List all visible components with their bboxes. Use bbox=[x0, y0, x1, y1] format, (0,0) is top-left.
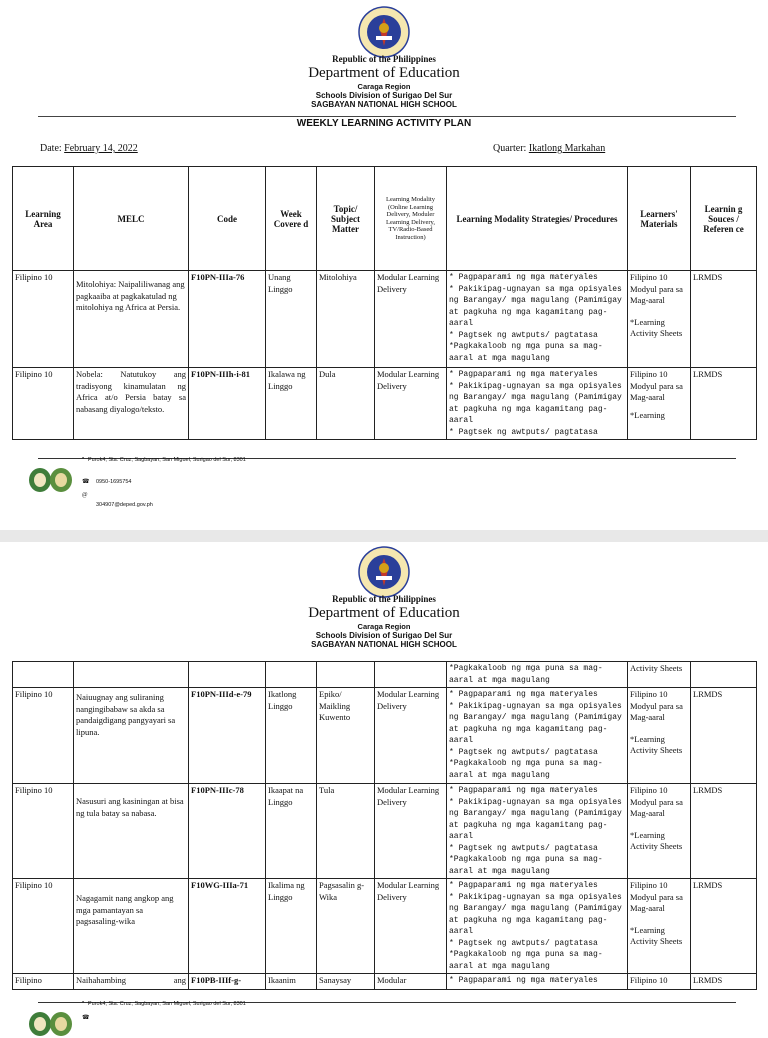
activity-plan-table bbox=[12, 166, 757, 440]
republic-line: Republic of the Philippines bbox=[332, 54, 436, 64]
col-header-topic: Topic/ Subject Matter bbox=[317, 167, 375, 271]
strategy-item: *Pagkakaloob ng mga puna sa mag-aaral at mga magulang bbox=[449, 950, 603, 971]
cell-strategies bbox=[447, 271, 628, 368]
cell-topic bbox=[317, 662, 375, 688]
strategy-item: * Pakikipag-ugnayan sa mga opisyales ng Barangay/ mga magulang (Pamimigay at pagkuha ng mga kagamitang pag-aaral bbox=[449, 892, 622, 936]
strategy-item: * Pakikipag-ugnayan sa mga opisyales ng Barangay/ mga magulang (Pamimigay at pagkuha ng mga kagamitang pag-aaral bbox=[449, 797, 622, 841]
strategy-item: * Pagpaparami ng mga materyales bbox=[449, 273, 598, 282]
quarter-field bbox=[493, 143, 605, 154]
table-row bbox=[13, 271, 757, 368]
strategy-item: * Pagtsek ng awtputs/ pagtatasa bbox=[449, 843, 598, 853]
cell-topic: Sanaysay bbox=[317, 974, 375, 990]
activity-plan-table-continued bbox=[12, 661, 757, 990]
cell-source bbox=[691, 662, 757, 688]
table-row bbox=[13, 368, 757, 440]
cell-modality: Modular Learning Delivery bbox=[375, 368, 447, 440]
cell-materials bbox=[628, 784, 691, 879]
cell-materials: Filipino 10 bbox=[628, 974, 691, 990]
school-logos-icon bbox=[28, 466, 74, 494]
cell-modality: Modular Learning Delivery bbox=[375, 784, 447, 879]
col-header-melc: MELC bbox=[74, 167, 189, 271]
cell-area: Filipino 10 bbox=[13, 784, 74, 879]
department-title: Department of Education bbox=[308, 605, 460, 621]
table-header-row bbox=[13, 167, 757, 271]
cell-modality: Modular Learning Delivery bbox=[375, 879, 447, 974]
materials-item: Filipino 10 Modyul para sa Mag-aaral bbox=[630, 785, 683, 818]
cell-materials bbox=[628, 879, 691, 974]
table-row bbox=[13, 974, 757, 990]
materials-item: Filipino 10 Modyul para sa Mag-aaral bbox=[630, 689, 683, 722]
cell-code: F10PN-IIId-e-79 bbox=[189, 688, 266, 784]
deped-seal-icon bbox=[358, 546, 410, 598]
email-icon: @ bbox=[82, 492, 88, 498]
table-row bbox=[13, 879, 757, 974]
cell-topic: Epiko/ Maikling Kuwento bbox=[317, 688, 375, 784]
cell-area: Filipino 10 bbox=[13, 879, 74, 974]
plan-title: WEEKLY LEARNING ACTIVITY PLAN bbox=[296, 118, 472, 129]
materials-item: *Learning Activity Sheets bbox=[630, 733, 683, 755]
cell-source: LRMDS bbox=[691, 271, 757, 368]
materials-item: Filipino 10 Modyul para sa Mag-aaral bbox=[630, 369, 683, 402]
school-name: SAGBAYAN NATIONAL HIGH SCHOOL bbox=[311, 100, 457, 109]
materials-item: Filipino 10 Modyul para sa Mag-aaral bbox=[630, 272, 683, 305]
cell-strategies bbox=[447, 368, 628, 440]
col-header-area: Learning Area bbox=[13, 167, 74, 271]
cell-week: Unang Linggo bbox=[266, 271, 317, 368]
col-header-week: Week Covere d bbox=[266, 167, 317, 271]
col-header-sources: Learnin g Souces / Referen ce bbox=[691, 167, 757, 271]
cell-materials: Activity Sheets bbox=[628, 662, 691, 688]
location-pin-icon: • bbox=[82, 1000, 85, 1006]
cell-week: Ikalawa ng Linggo bbox=[266, 368, 317, 440]
cell-materials bbox=[628, 368, 691, 440]
republic-line: Republic of the Philippines bbox=[332, 594, 436, 604]
phone-icon: ☎ bbox=[82, 479, 90, 485]
cell-source: LRMDS bbox=[691, 688, 757, 784]
footer-address: Purok4, Sta. Cruz, Sagbayan, San Miguel, Surigao del Sur, 8301 bbox=[88, 457, 246, 463]
cell-code: F10WG-IIIa-71 bbox=[189, 879, 266, 974]
division-line: Schools Division of Surigao Del Sur bbox=[315, 91, 453, 100]
materials-item: *Learning Activity Sheets bbox=[630, 829, 683, 851]
date-field bbox=[40, 143, 138, 154]
division-line: Schools Division of Surigao Del Sur bbox=[315, 631, 453, 640]
cell-source: LRMDS bbox=[691, 784, 757, 879]
table-row bbox=[13, 688, 757, 784]
strategy-item: * Pakikipag-ugnayan sa mga opisyales ng Barangay/ mga magulang (Pamimigay at pagkuha ng mga kagamitang pag-aaral bbox=[449, 284, 622, 328]
quarter-value: Ikatlong Markahan bbox=[528, 143, 606, 154]
cell-area: Filipino 10 bbox=[13, 688, 74, 784]
footer-address: Purok4, Sta. Cruz, Sagbayan, San Miguel, Surigao del Sur, 8301 bbox=[88, 1001, 246, 1007]
region-line: Caraga Region bbox=[357, 82, 411, 91]
strategy-item: * Pagtsek ng awtputs/ pagtatasa bbox=[449, 938, 598, 948]
header-divider bbox=[38, 116, 736, 117]
cell-topic: Pagsasalin g-Wika bbox=[317, 879, 375, 974]
cell-code bbox=[189, 662, 266, 688]
cell-modality: Modular Learning Delivery bbox=[375, 688, 447, 784]
col-header-code: Code bbox=[189, 167, 266, 271]
deped-seal-icon bbox=[358, 6, 410, 58]
strategy-item: * Pagpaparami ng mga materyales bbox=[449, 370, 598, 379]
cell-materials bbox=[628, 271, 691, 368]
cell-source: LRMDS bbox=[691, 879, 757, 974]
materials-item: Filipino 10 Modyul para sa Mag-aaral bbox=[630, 880, 683, 913]
strategy-item: * Pagtsek ng awtputs/ pagtatasa bbox=[449, 747, 598, 757]
strategy-item: * Pakikipag-ugnayan sa mga opisyales ng Barangay/ mga magulang (Pamimigay at pagkuha ng mga kagamitang pag-aaral bbox=[449, 701, 622, 745]
cell-area: Filipino bbox=[13, 974, 74, 990]
cell-source: LRMDS bbox=[691, 368, 757, 440]
cell-code: F10PB-IIIf-g- bbox=[189, 974, 266, 990]
cell-strategies bbox=[447, 688, 628, 784]
location-pin-icon: • bbox=[82, 456, 85, 462]
col-header-materials: Learners' Materials bbox=[628, 167, 691, 271]
cell-code: F10PN-IIIc-78 bbox=[189, 784, 266, 879]
cell-week: Ikaapat na Linggo bbox=[266, 784, 317, 879]
cell-materials bbox=[628, 688, 691, 784]
materials-item: *Learning Activity Sheets bbox=[630, 924, 683, 946]
cell-area: Filipino 10 bbox=[13, 368, 74, 440]
strategy-item: *Pagkakaloob ng mga puna sa mag-aaral at mga magulang bbox=[449, 855, 603, 876]
quarter-label: Quarter: bbox=[493, 143, 527, 154]
cell-code: F10PN-IIIh-i-81 bbox=[189, 368, 266, 440]
cell-topic: Mitolohiya bbox=[317, 271, 375, 368]
strategy-item: * Pagpaparami ng mga materyales bbox=[449, 690, 598, 699]
department-title: Department of Education bbox=[308, 65, 460, 81]
col-header-modality: Learning Modality (Online Learning Delivery, Moduler Learning Delivery, TV/Radio-Based Instruction) bbox=[375, 167, 447, 271]
cell-topic: Tula bbox=[317, 784, 375, 879]
cell-week: Ikatlong Linggo bbox=[266, 688, 317, 784]
materials-item: *Learning Activity Sheets bbox=[630, 316, 683, 338]
cell-modality: Modular Learning Delivery bbox=[375, 271, 447, 368]
materials-item: *Learning bbox=[630, 409, 665, 420]
strategy-item: * Pagpaparami ng mga materyales bbox=[449, 881, 598, 890]
date-value: February 14, 2022 bbox=[64, 143, 138, 154]
cell-melc: Nasusuri ang kasiningan at bisa ng tula batay sa nabasa. bbox=[74, 784, 189, 879]
col-header-strategies: Learning Modality Strategies/ Procedures bbox=[447, 167, 628, 271]
strategy-item: * Pagtsek ng awtputs/ pagtatasa bbox=[449, 427, 598, 437]
region-line: Caraga Region bbox=[357, 622, 411, 631]
cell-modality bbox=[375, 662, 447, 688]
cell-melc: Naiuugnay ang suliraning nangingibabaw sa akda sa pandaigdigang pangyayari sa lipuna. bbox=[74, 688, 189, 784]
letterhead bbox=[0, 594, 768, 649]
cell-strategies bbox=[447, 879, 628, 974]
cell-strategies: *Pagkakaloob ng mga puna sa mag-aaral at mga magulang bbox=[447, 662, 628, 688]
school-logos-icon bbox=[28, 1010, 74, 1038]
cell-area: Filipino 10 bbox=[13, 271, 74, 368]
cell-melc: Nobela: Natutukoy ang tradisyong kinamulatan ng Africa at/o Persia batay sa nabasang diyalogo/teksto. bbox=[74, 368, 189, 440]
date-label: Date: bbox=[40, 143, 62, 154]
footer-email: 304907@deped.gov.ph bbox=[96, 502, 153, 508]
table-row bbox=[13, 784, 757, 879]
cell-modality: Modular bbox=[375, 974, 447, 990]
page-separator bbox=[0, 530, 768, 542]
cell-code: F10PN-IIIa-76 bbox=[189, 271, 266, 368]
footer-phone: 0950-1695754 bbox=[96, 479, 132, 485]
cell-source: LRMDS bbox=[691, 974, 757, 990]
cell-melc: Nagagamit nang angkop ang mga pamantayan sa pagsasaling-wika bbox=[74, 879, 189, 974]
phone-icon: ☎ bbox=[82, 1015, 90, 1021]
cell-melc: Naihahambing ang bbox=[74, 974, 189, 990]
letterhead bbox=[0, 54, 768, 109]
cell-melc bbox=[74, 662, 189, 688]
cell-strategies bbox=[447, 784, 628, 879]
cell-area bbox=[13, 662, 74, 688]
cell-week bbox=[266, 662, 317, 688]
school-name: SAGBAYAN NATIONAL HIGH SCHOOL bbox=[311, 640, 457, 649]
strategy-item: * Pagpaparami ng mga materyales bbox=[449, 786, 598, 795]
strategy-item: * Pagtsek ng awtputs/ pagtatasa bbox=[449, 330, 598, 340]
cell-strategies: * Pagpaparami ng mga materyales bbox=[447, 974, 628, 990]
strategy-item: * Pakikipag-ugnayan sa mga opisyales ng Barangay/ mga magulang (Pamimigay at pagkuha ng mga kagamitang pag-aaral bbox=[449, 381, 622, 425]
table-row-carryover bbox=[13, 662, 757, 688]
cell-melc: Mitolohiya: Naipaliliwanag ang pagkaaiba at pagkakatulad ng mitolohiya ng Africa at Persia. bbox=[74, 271, 189, 368]
cell-week: Ikaanim bbox=[266, 974, 317, 990]
cell-week: Ikalima ng Linggo bbox=[266, 879, 317, 974]
strategy-item: *Pagkakaloob ng mga puna sa mag-aaral at mga magulang bbox=[449, 759, 603, 780]
cell-topic: Dula bbox=[317, 368, 375, 440]
strategy-item: *Pagkakaloob ng mga puna sa mag-aaral at mga magulang bbox=[449, 342, 603, 363]
